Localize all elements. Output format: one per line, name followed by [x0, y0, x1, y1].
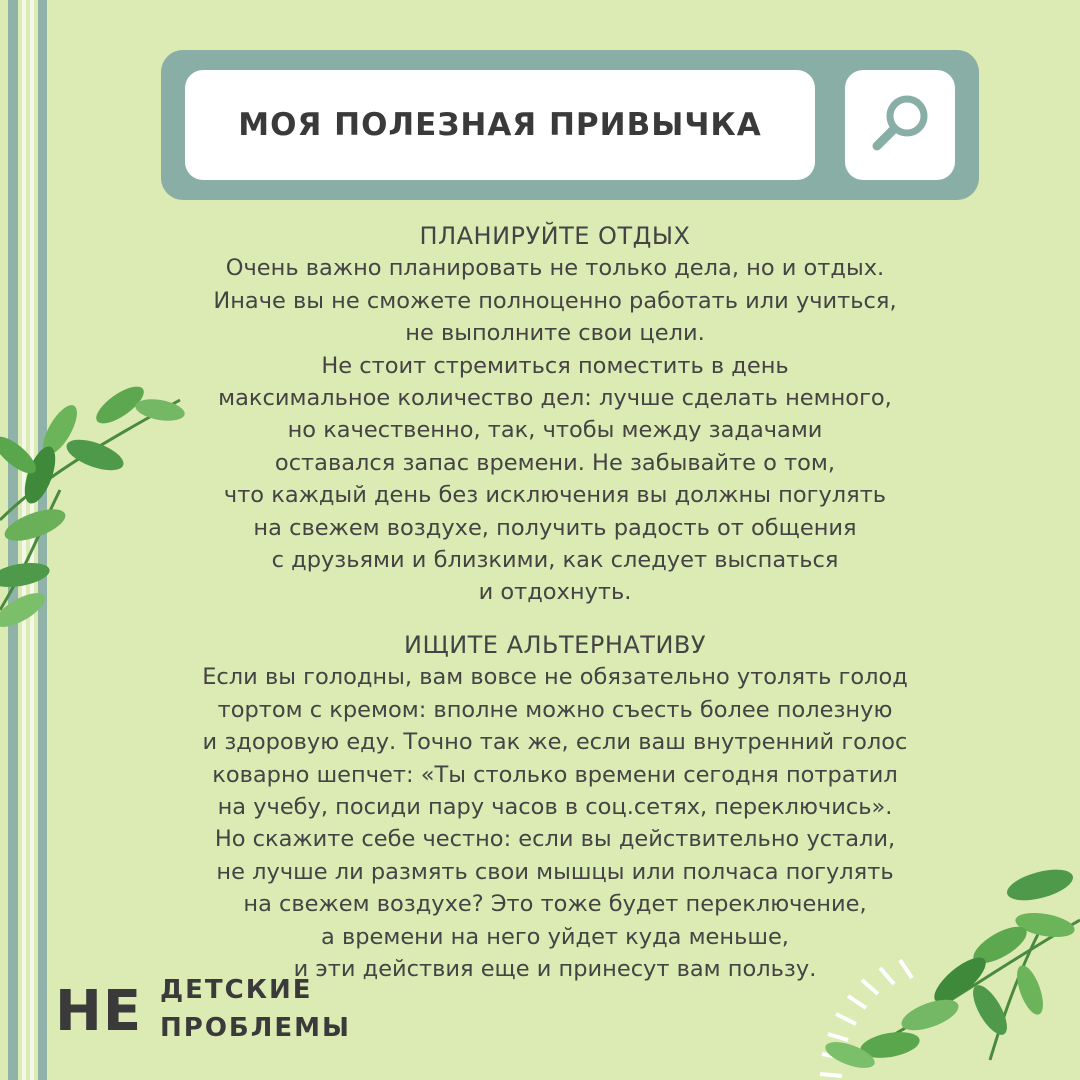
text-line: не лучше ли размять свои мышцы или полчаса погулять	[216, 858, 894, 885]
text-line: а времени на него уйдет куда меньше,	[321, 923, 789, 950]
text-line: тортом с кремом: вполне можно съесть более полезную	[217, 696, 893, 723]
search-query: МОЯ ПОЛЕЗНАЯ ПРИВЫЧКА	[238, 107, 762, 143]
text-line: оставался запас времени. Не забывайте о том,	[274, 449, 836, 476]
brand-logo	[55, 975, 375, 1055]
text-line: Иначе вы не сможете полноценно работать или учиться,	[213, 287, 897, 314]
search-input[interactable]	[185, 70, 815, 180]
text-line: Но скажите себе честно: если вы действительно устали,	[214, 826, 896, 853]
leaf-branch-right-icon	[790, 850, 1080, 1080]
text-line: что каждый день без исключения вы должны погулять	[223, 482, 887, 509]
text-line: и эти действия еще и принесут вам пользу.	[293, 955, 817, 982]
magnifier-icon	[865, 90, 935, 160]
search-bar	[161, 50, 979, 200]
brand-line-2: ПРОБЛЕМЫ	[160, 1013, 351, 1043]
text-line: Очень важно планировать не только дела, но и отдых.	[225, 255, 885, 282]
section-heading: ПЛАНИРУЙТЕ ОТДЫХ	[419, 222, 691, 250]
text-line: и отдохнуть.	[478, 579, 632, 606]
text-line: на учебу, посиди пару часов в соц.сетях, переключись».	[217, 793, 893, 820]
text-line: с друзьями и близкими, как следует выспаться	[271, 547, 839, 574]
text-line: не выполните свои цели.	[405, 320, 705, 347]
leaf-branch-left-icon	[0, 360, 200, 650]
section-gap	[150, 609, 960, 629]
text-line: на свежем воздухе? Это тоже будет переключение,	[243, 891, 867, 918]
text-line: Если вы голодны, вам вовсе не обязательно утолять голод	[202, 664, 908, 691]
section-heading: ИЩИТЕ АЛЬТЕРНАТИВУ	[403, 630, 706, 659]
text-line: но качественно, так, чтобы между задачами	[287, 417, 823, 444]
text-line: максимальное количество дел: лучше сделать немного,	[218, 385, 892, 412]
text-line: и здоровую еду. Точно так же, если ваш внутренний голос	[202, 729, 908, 756]
brand-ne: НЕ	[55, 979, 143, 1044]
text-line: на свежем воздухе, получить радость от общения	[253, 514, 857, 541]
brand-line-1: ДЕТСКИЕ	[160, 975, 313, 1005]
text-line: коварно шепчет: «Ты столько времени сегодня потратил	[212, 761, 898, 788]
text-line: Не стоит стремиться поместить в день	[321, 352, 789, 379]
search-button[interactable]	[845, 70, 955, 180]
